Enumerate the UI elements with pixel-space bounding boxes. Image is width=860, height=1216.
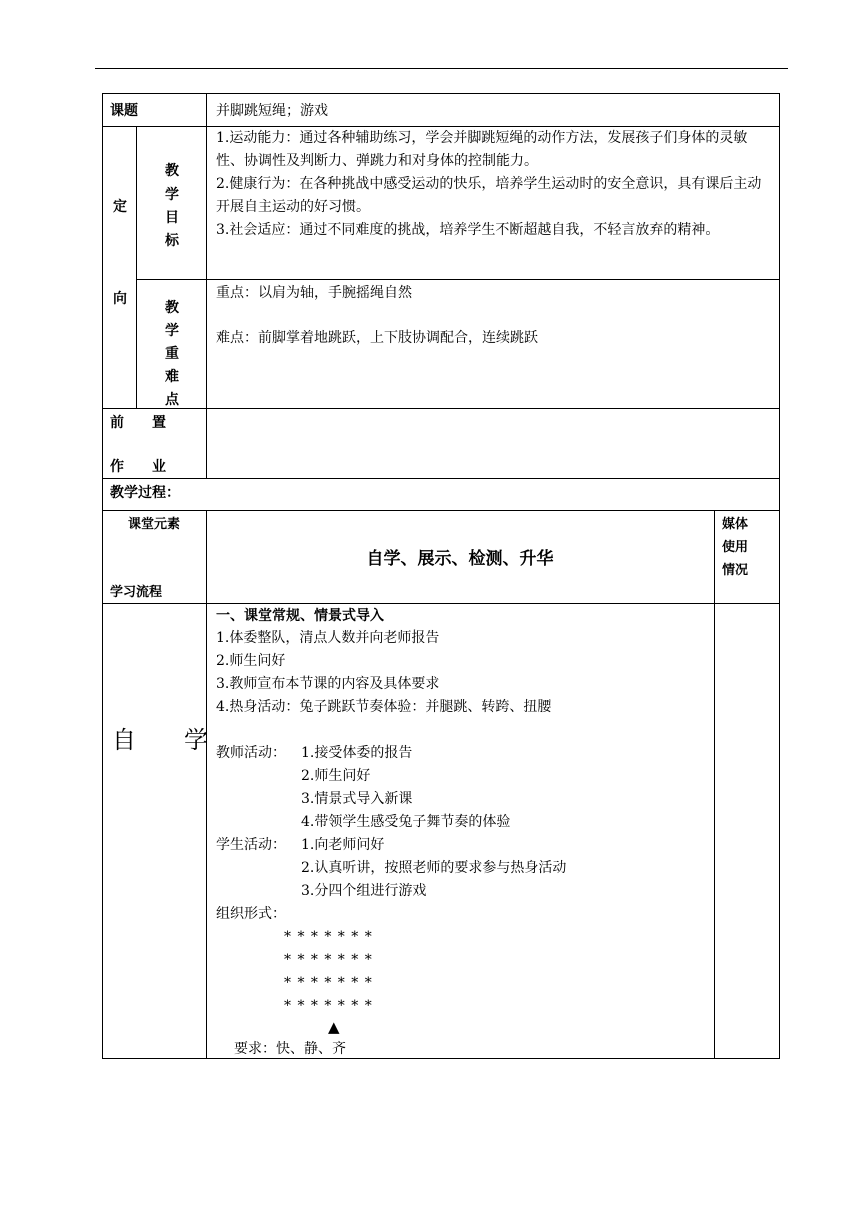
section-title: 一、课堂常规、情景式导入	[216, 608, 384, 624]
teacher-position-marker: ▲	[328, 1018, 340, 1036]
student-item-2: 2.认真听讲，按照老师的要求参与热身活动	[301, 860, 567, 876]
requirement: 要求：快、静、齐	[234, 1041, 346, 1057]
topic-label: 课题	[110, 103, 138, 119]
header-rule	[95, 68, 788, 69]
teacher-item-1: 1.接受体委的报告	[301, 745, 413, 761]
routine-line-4: 4.热身活动：兔子跳跃节奏体验：并腿跳、转跨、扭腰	[216, 699, 552, 715]
formation-row: * * * * * * *	[284, 929, 373, 945]
process-title: 教学过程：	[110, 485, 180, 501]
self-study-label: 自 学	[112, 726, 208, 754]
prework-label-line1: 前 置	[110, 415, 166, 431]
teacher-item-2: 2.师生问好	[301, 768, 371, 784]
teacher-item-3: 3.情景式导入新课	[301, 791, 413, 807]
routine-line-2: 2.师生问好	[216, 653, 286, 669]
teacher-item-4: 4.带领学生感受兔子舞节奏的体验	[301, 814, 511, 830]
objective-3: 3.社会适应：通过不同难度的挑战，培养学生不断超越自我，不轻言放弃的精神。	[216, 222, 720, 238]
objective-1: 1.运动能力：通过各种辅助练习，学会并脚跳短绳的动作方法，发展孩子们身体的灵敏性、协调性及判断力、弹跳力和对身体的控制能力。	[216, 130, 748, 169]
orientation-label-top: 定	[113, 199, 127, 215]
topic-value: 并脚跳短绳；游戏	[216, 103, 328, 119]
student-item-1: 1.向老师问好	[301, 837, 385, 853]
prework-label-line2: 作 业	[110, 459, 166, 475]
objective-2: 2.健康行为：在各种挑战中感受运动的快乐，培养学生运动时的安全意识，具有课后主动开展自主运动的好习惯。	[216, 176, 762, 215]
formation-row: * * * * * * *	[284, 998, 373, 1014]
student-item-3: 3.分四个组进行游戏	[301, 883, 427, 899]
difficult-point: 难点：前脚掌着地跳跃，上下肢协调配合，连续跳跃	[216, 330, 538, 346]
routine-line-1: 1.体委整队，清点人数并向老师报告	[216, 630, 440, 646]
key-point: 重点：以肩为轴，手腕摇绳自然	[216, 285, 412, 301]
col-flow-label: 学习流程	[110, 585, 163, 600]
routine-line-3: 3.教师宣布本节课的内容及具体要求	[216, 676, 440, 692]
col-element-label: 课堂元素	[128, 517, 181, 532]
student-activity-label: 学生活动：	[216, 837, 286, 853]
main-heading: 自学、展示、检测、升华	[366, 549, 554, 569]
formation-row: * * * * * * *	[284, 952, 373, 968]
orientation-label-bottom: 向	[113, 291, 127, 307]
organization-label: 组织形式：	[216, 906, 286, 922]
formation-row: * * * * * * *	[284, 975, 373, 991]
teacher-activity-label: 教师活动：	[216, 745, 286, 761]
